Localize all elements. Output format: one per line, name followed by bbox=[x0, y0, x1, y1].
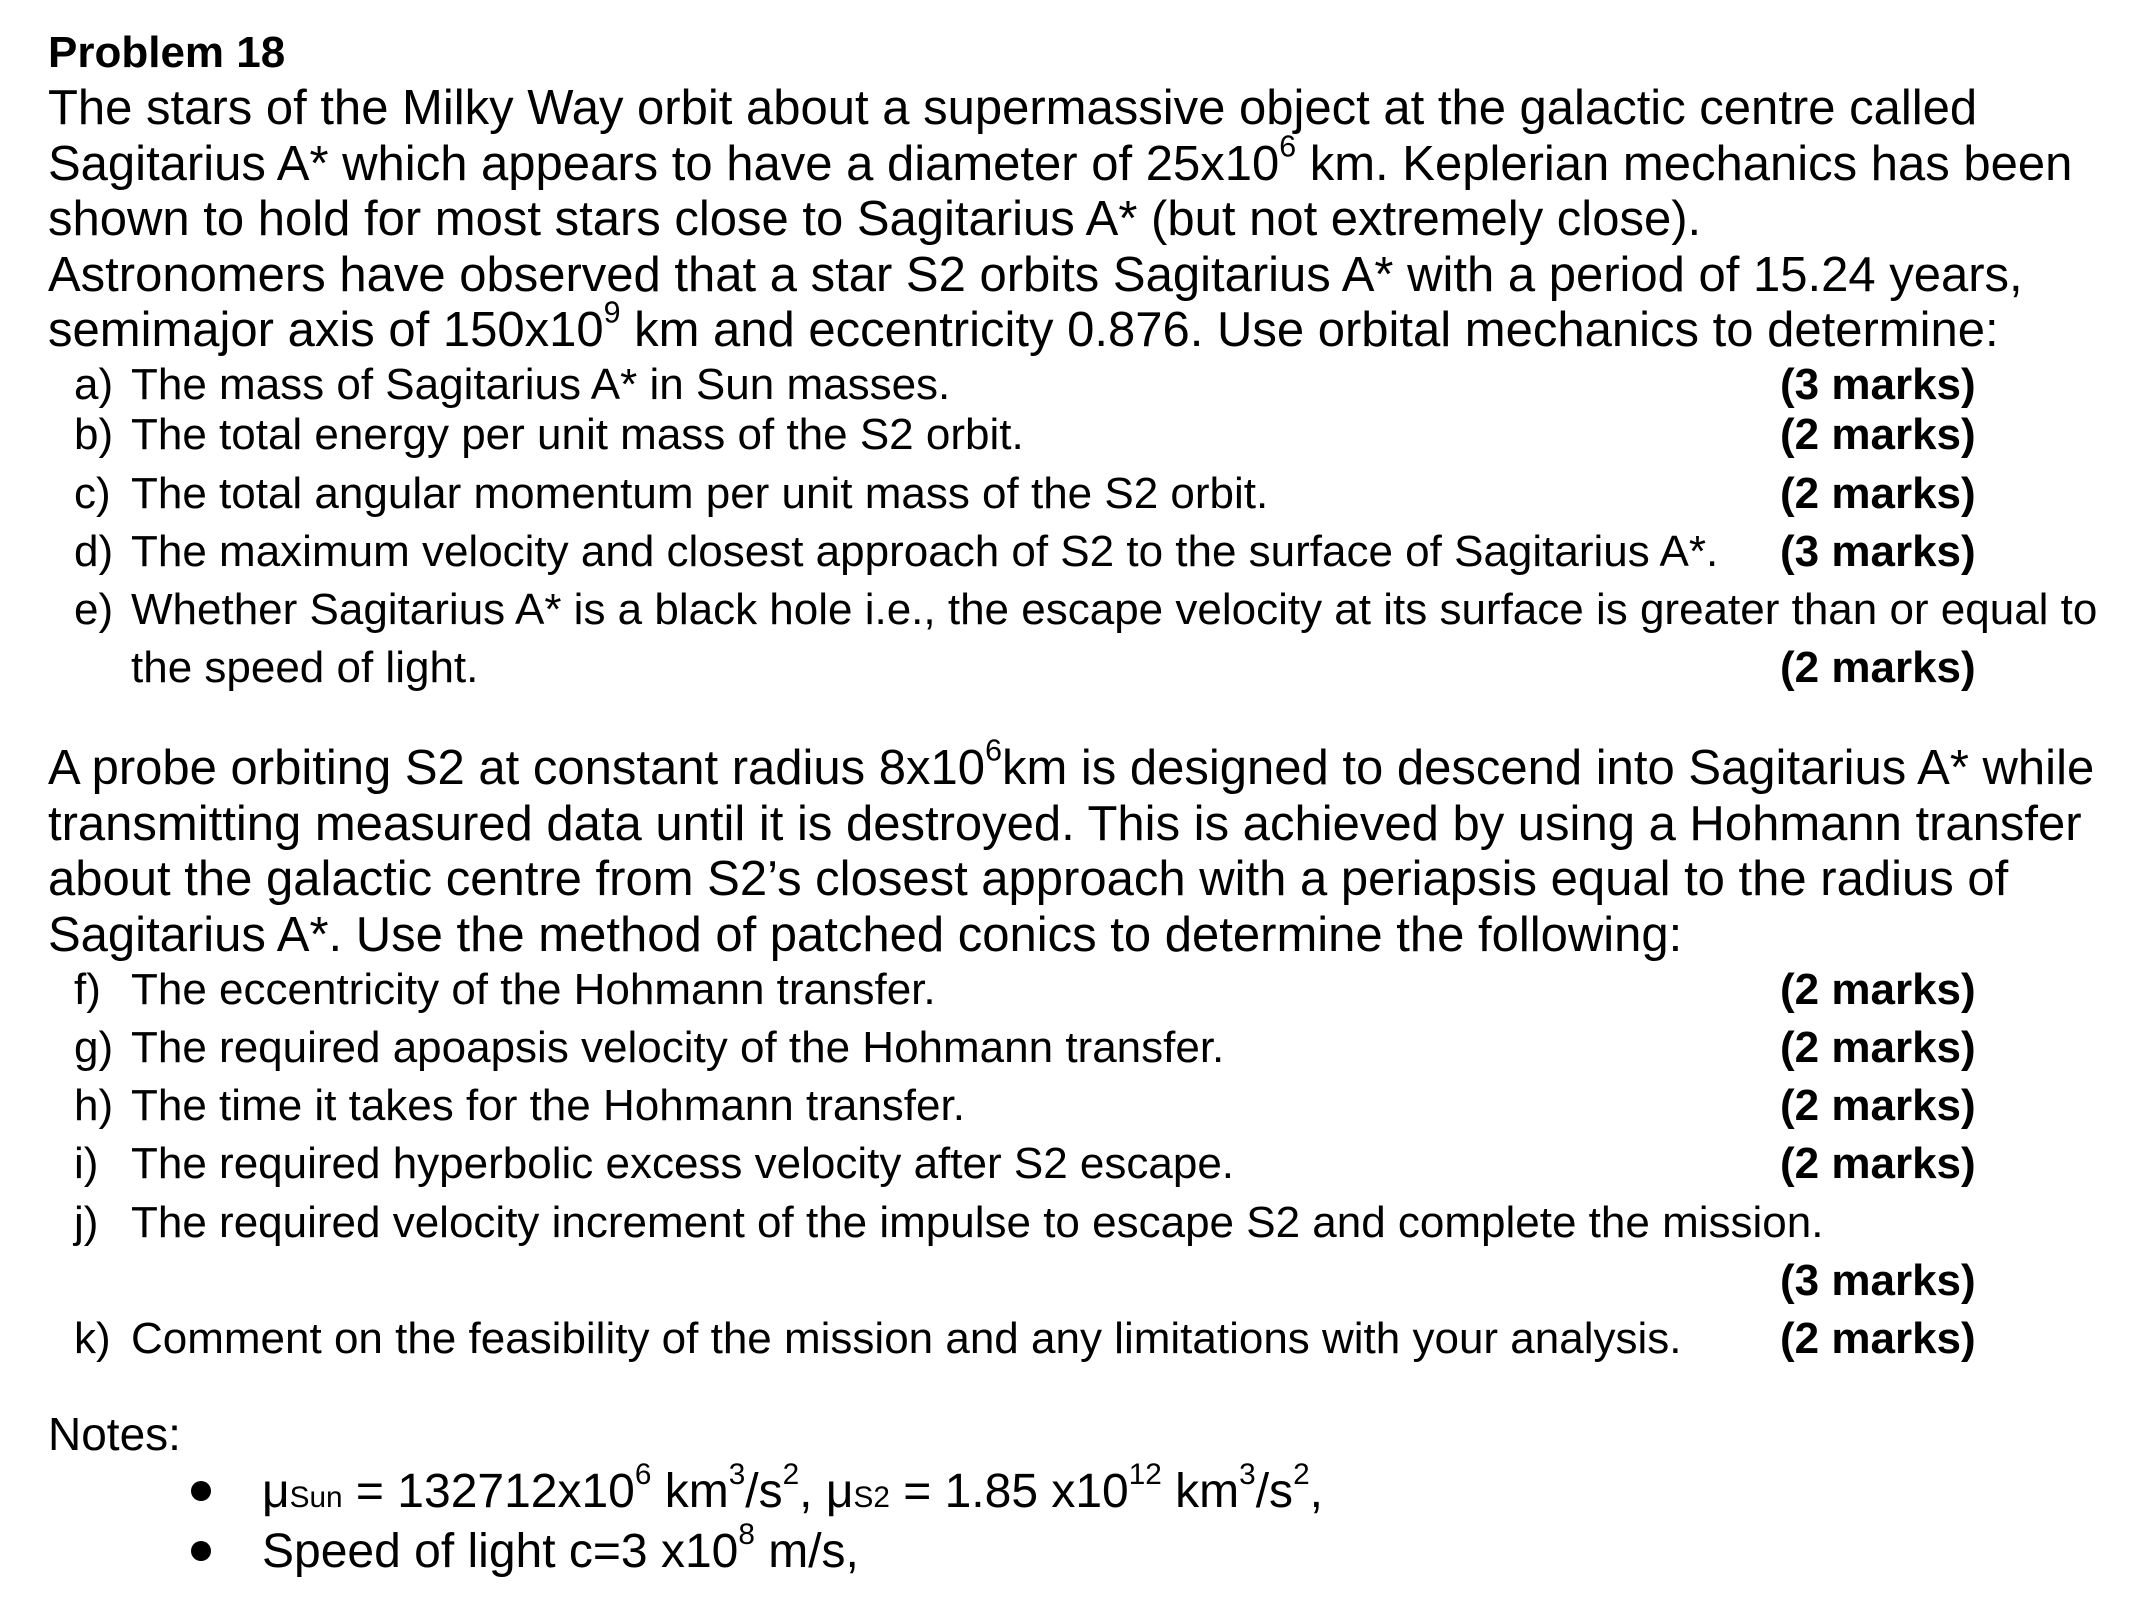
question-marks: (3 marks) bbox=[1780, 360, 1976, 409]
question-letter: j) bbox=[74, 1198, 99, 1247]
question-marks: (2 marks) bbox=[1780, 1314, 1976, 1363]
bullet-icon bbox=[191, 1541, 211, 1561]
probe-line: about the galactic centre from S2’s closest approach with a periapsis equal to the radius of bbox=[48, 852, 2009, 906]
question-letter: c) bbox=[74, 469, 111, 518]
question-marks: (3 marks) bbox=[1780, 1256, 1976, 1305]
question-text: Whether Sagitarius A* is a black hole i.e., the escape velocity at its surface is greater than or equal to bbox=[131, 585, 2098, 634]
intro-line: The stars of the Milky Way orbit about a supermassive object at the galactic centre called bbox=[48, 81, 1978, 135]
question-text: Comment on the feasibility of the mission and any limitations with your analysis. bbox=[131, 1314, 1682, 1363]
question-letter: e) bbox=[74, 585, 114, 634]
note-item: Speed of light c=3 $x10^8$ m/s, bbox=[262, 1517, 859, 1578]
question-text: The required velocity increment of the impulse to escape S2 and complete the mission. bbox=[131, 1198, 1824, 1247]
question-marks: (2 marks) bbox=[1780, 410, 1976, 459]
question-marks: (2 marks) bbox=[1780, 1023, 1976, 1072]
probe-line: Sagitarius A*. Use the method of patched conics to determine the following: bbox=[48, 908, 1683, 962]
problem-title: Problem 18 bbox=[48, 28, 286, 77]
question-letter: k) bbox=[74, 1314, 111, 1363]
notes-label: Notes: bbox=[48, 1408, 181, 1460]
intro-line: shown to hold for most stars close to Sagitarius A* (but not extremely close). bbox=[48, 192, 1702, 246]
question-letter: g) bbox=[74, 1023, 114, 1072]
probe-line: A probe orbiting S2 at constant radius $8x10^6km$ is designed to descend into Sagitarius A* while bbox=[48, 733, 2095, 795]
intro-line: Astronomers have observed that a star S2 orbits Sagitarius A* with a period of 15.24 years, bbox=[48, 248, 2023, 302]
question-marks: (2 marks) bbox=[1780, 643, 1976, 692]
question-text-continued: the speed of light. bbox=[131, 643, 479, 692]
question-marks: (2 marks) bbox=[1780, 1139, 1976, 1188]
note-item: $\mu Sun = 132712x10^6$ $km^3/s^2$, μS2 = 1.85 $x10^{12}$ $km^3/s^2$, bbox=[262, 1457, 1323, 1518]
question-text: The time it takes for the Hohmann transfer. bbox=[131, 1081, 965, 1130]
intro-line: Sagitarius A* which appears to have a diameter of $25x10^6$ km. Keplerian mechanics has been bbox=[48, 129, 2073, 191]
question-marks: (2 marks) bbox=[1780, 1081, 1976, 1130]
question-marks: (3 marks) bbox=[1780, 527, 1976, 576]
question-marks: (2 marks) bbox=[1780, 965, 1976, 1014]
bullet-icon bbox=[191, 1481, 211, 1501]
question-text: The maximum velocity and closest approach of S2 to the surface of Sagitarius A*. bbox=[131, 527, 1719, 576]
question-text: The required apoapsis velocity of the Hohmann transfer. bbox=[131, 1023, 1225, 1072]
question-letter: h) bbox=[74, 1081, 114, 1130]
question-text: The total energy per unit mass of the S2 orbit. bbox=[131, 410, 1024, 459]
question-text: The eccentricity of the Hohmann transfer. bbox=[131, 965, 936, 1014]
question-letter: b) bbox=[74, 410, 114, 459]
question-marks: (2 marks) bbox=[1780, 469, 1976, 518]
intro-line: semimajor axis of $150x10^9$ km and eccentricity 0.876. Use orbital mechanics to determine: bbox=[48, 295, 1999, 357]
question-letter: i) bbox=[74, 1139, 99, 1188]
question-text: The required hyperbolic excess velocity after S2 escape. bbox=[131, 1139, 1235, 1188]
question-letter: f) bbox=[74, 965, 101, 1014]
question-text: The total angular momentum per unit mass of the S2 orbit. bbox=[131, 469, 1269, 518]
question-letter: d) bbox=[74, 527, 114, 576]
question-letter: a) bbox=[74, 360, 114, 409]
probe-line: transmitting measured data until it is destroyed. This is achieved by using a Hohmann transfer bbox=[48, 797, 2082, 851]
question-text: The mass of Sagitarius A* in Sun masses. bbox=[131, 360, 951, 409]
